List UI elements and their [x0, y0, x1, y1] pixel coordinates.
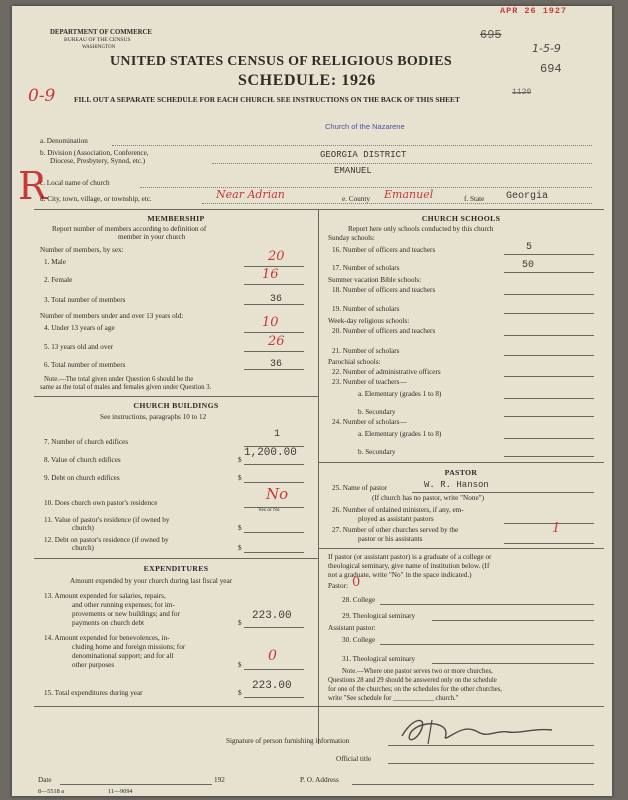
- received-stamp: APR 26 1927: [500, 6, 568, 16]
- number-mid: 694: [540, 62, 562, 76]
- denomination-label: a. Denomination: [40, 137, 88, 145]
- form-title: UNITED STATES CENSUS OF RELIGIOUS BODIES: [110, 54, 453, 69]
- q27-label-2: pastor or his assistants: [358, 535, 423, 543]
- q11-label-2: church): [72, 524, 94, 532]
- pastor-note-4: write "See schedule for ____________ church.": [328, 695, 459, 702]
- census-form-sheet: [12, 6, 612, 796]
- expenditures-sub: Amount expended by your church during last fiscal year: [70, 577, 233, 585]
- sex-heading: Number of members, by sex:: [40, 246, 124, 254]
- q3-label: 3. Total number of members: [44, 296, 126, 304]
- print-number: 11—9094: [108, 788, 133, 795]
- q11-dollar: $: [238, 524, 242, 532]
- grad-note-3: not a graduate, write "No" in the space indicated.): [328, 571, 472, 579]
- q4-value: 10: [262, 315, 279, 330]
- q12-label-1: 12. Debt on pastor's residence (if owned by: [44, 536, 169, 544]
- q17-value: 50: [522, 260, 535, 271]
- membership-sub-2: member in your church: [118, 233, 186, 241]
- q19-label: 19. Number of scholars: [332, 305, 400, 313]
- q2-label: 2. Female: [44, 276, 73, 284]
- q8-dollar: $: [238, 456, 242, 464]
- q8-value: 1,200.00: [244, 447, 297, 459]
- pastor-note-3: for one of the churches; on the schedules for the other churches,: [328, 686, 503, 693]
- q24b-label: b. Secondary: [358, 448, 396, 456]
- q10-value: No: [266, 485, 289, 503]
- state-label: f. State: [464, 195, 485, 203]
- q14-label-2: cluding home and foreign missions; for: [72, 643, 186, 651]
- q25-note: (If church has no pastor, write "None"): [372, 494, 484, 502]
- q9-dollar: $: [238, 474, 242, 482]
- q13-label-2: and other running expenses; for im-: [72, 601, 175, 609]
- assistant-pastor-label: Assistant pastor:: [328, 624, 376, 632]
- year-label: 192: [214, 776, 225, 784]
- q4-label: 4. Under 13 years of age: [44, 324, 115, 332]
- division-label-1: b. Division (Association, Conference,: [40, 149, 149, 157]
- q27-label-1: 27. Number of other churches served by the: [332, 526, 459, 534]
- sunday-heading: Sunday schools:: [328, 234, 375, 242]
- division-label-2: Diocese, Presbytery, Synod, etc.): [50, 157, 146, 165]
- code-left: 0-9: [28, 86, 56, 106]
- local-name-label: c. Local name of church: [40, 179, 110, 187]
- q1-label: 1. Male: [44, 258, 66, 266]
- buildings-sub: See instructions, paragraphs 10 to 12: [100, 413, 207, 421]
- form-number: 8—5518 a: [38, 788, 64, 795]
- buildings-title: CHURCH BUILDINGS: [133, 401, 219, 410]
- membership-title: MEMBERSHIP: [147, 214, 205, 223]
- q25-label: 25. Name of pastor: [332, 484, 388, 492]
- q13-label-1: 13. Amount expended for salaries, repairs,: [44, 592, 166, 600]
- pastor-name-value: W. R. Hanson: [424, 480, 489, 490]
- q16-label: 16. Number of officers and teachers: [332, 246, 436, 254]
- q24a-label: a. Elementary (grades 1 to 8): [358, 430, 442, 438]
- q12-label-2: church): [72, 544, 94, 552]
- schools-sub: Report here only schools conducted by this church: [348, 225, 494, 233]
- q2-value: 16: [262, 267, 279, 282]
- q16-value: 5: [526, 242, 533, 253]
- q28-label: 28. College: [342, 596, 376, 604]
- schedule-title: SCHEDULE: 1926: [238, 72, 376, 89]
- city-label-field: d. City, town, village, or township, etc.: [40, 195, 152, 203]
- q30-label: 30. College: [342, 636, 376, 644]
- county-label: e. County: [342, 195, 370, 203]
- q26-label-1: 26. Number of ordained ministers, if any, em-: [332, 506, 464, 514]
- r-mark: R: [18, 164, 47, 208]
- membership-note-2: same as the total of males and females given under Question 3.: [40, 384, 212, 391]
- q27-value: 1: [552, 521, 561, 536]
- q23b-label: b. Secondary: [358, 408, 396, 416]
- denomination-value: Church of the Nazarene: [325, 122, 405, 131]
- grad-note-2: theological seminary, give name of institution below. (If: [328, 562, 490, 570]
- po-address-label: P. O. Address: [300, 776, 339, 784]
- q5-value: 26: [268, 334, 285, 349]
- q6-value: 36: [270, 359, 283, 370]
- signature-mark: [392, 710, 562, 750]
- q3-value: 36: [270, 294, 283, 305]
- q14-label-1: 14. Amount expended for benevolences, in-: [44, 634, 170, 642]
- q15-dollar: $: [238, 689, 242, 697]
- q12-dollar: $: [238, 544, 242, 552]
- q17-label: 17. Number of scholars: [332, 264, 400, 272]
- q14-dollar: $: [238, 661, 242, 669]
- q10-label: 10. Does church own pastor's residence: [44, 499, 158, 507]
- local-name-value: EMANUEL: [334, 166, 372, 176]
- q13-dollar: $: [238, 619, 242, 627]
- q7-label: 7. Number of church edifices: [44, 438, 129, 446]
- q24-label: 24. Number of scholars—: [332, 418, 407, 426]
- q23-label: 23. Number of teachers—: [332, 378, 407, 386]
- pastor-title: PASTOR: [444, 468, 478, 477]
- q13-value: 223.00: [252, 610, 292, 622]
- q6-label: 6. Total number of members: [44, 361, 126, 369]
- grad-note-1: If pastor (or assistant pastor) is a graduate of a college or: [328, 553, 492, 561]
- q9-label: 9. Debt on church edifices: [44, 474, 120, 482]
- expenditures-title: EXPENDITURES: [143, 564, 209, 573]
- official-title-label: Official title: [336, 755, 372, 763]
- q14-value: 0: [268, 648, 277, 664]
- q21-label: 21. Number of scholars: [332, 347, 400, 355]
- q8-label: 8. Value of church edifices: [44, 456, 121, 464]
- weekday-heading: Week-day religious schools:: [328, 317, 410, 325]
- pastor-label: Pastor:: [328, 582, 348, 590]
- parochial-heading: Parochial schools:: [328, 358, 381, 366]
- county-value: Emanuel: [384, 188, 434, 201]
- city-value: Near Adrian: [216, 188, 285, 201]
- summer-heading: Summer vacation Bible schools:: [328, 276, 422, 284]
- q29-label: 29. Theological seminary: [342, 612, 416, 620]
- instruction-line: FILL OUT A SEPARATE SCHEDULE FOR EACH CHURCH. SEE INSTRUCTIONS ON THE BACK OF THIS SHEET: [74, 95, 460, 104]
- q5-label: 5. 13 years old and over: [44, 343, 114, 351]
- number-small: 1120: [512, 88, 532, 97]
- membership-sub-1: Report number of members according to definition of: [52, 225, 207, 233]
- schools-title: CHURCH SCHOOLS: [421, 214, 501, 223]
- q22-label: 22. Number of administrative officers: [332, 368, 441, 376]
- q14-label-3: denominational support; and for all: [72, 652, 174, 660]
- age-heading: Number of members under and over 13 years old:: [40, 312, 184, 320]
- q13-label-4: payments on church debt: [72, 619, 145, 627]
- q1-value: 20: [268, 249, 285, 264]
- q13-label-3: provements or new buildings; and for: [72, 610, 180, 618]
- membership-note-1: Note.—The total given under Question 6 should be the: [44, 376, 194, 383]
- signature-label: Signature of person furnishing information: [226, 737, 350, 745]
- q23a-label: a. Elementary (grades 1 to 8): [358, 390, 442, 398]
- dept-label: DEPARTMENT OF COMMERCE: [50, 29, 152, 36]
- number-top: 695: [480, 28, 502, 42]
- q31-label: 31. Theological seminary: [342, 655, 416, 663]
- q7-value: 1: [274, 429, 281, 440]
- division-value: GEORGIA DISTRICT: [320, 150, 407, 160]
- q26-label-2: ployed as assistant pastors: [358, 515, 434, 523]
- q18-label: 18. Number of officers and teachers: [332, 286, 436, 294]
- number-side: 1-5-9: [532, 42, 561, 55]
- q20-label: 20. Number of officers and teachers: [332, 327, 436, 335]
- date-label: Date: [38, 776, 52, 784]
- pastor-note-1: Note.—Where one pastor serves two or more churches,: [342, 668, 493, 675]
- q15-label: 15. Total expenditures during year: [44, 689, 143, 697]
- pastor-grad-value: 0: [352, 575, 361, 590]
- q15-value: 223.00: [252, 680, 292, 692]
- city-label: WASHINGTON: [82, 45, 116, 50]
- q14-label-4: other purposes: [72, 661, 115, 669]
- bureau-label: BUREAU OF THE CENSUS: [64, 37, 131, 43]
- pastor-note-2: Questions 28 and 29 should be answered only on the schedule: [328, 677, 497, 684]
- state-value: Georgia: [506, 191, 549, 202]
- yes-no-hint: Yes or No: [258, 507, 280, 513]
- q11-label-1: 11. Value of pastor's residence (if owned by: [44, 516, 170, 524]
